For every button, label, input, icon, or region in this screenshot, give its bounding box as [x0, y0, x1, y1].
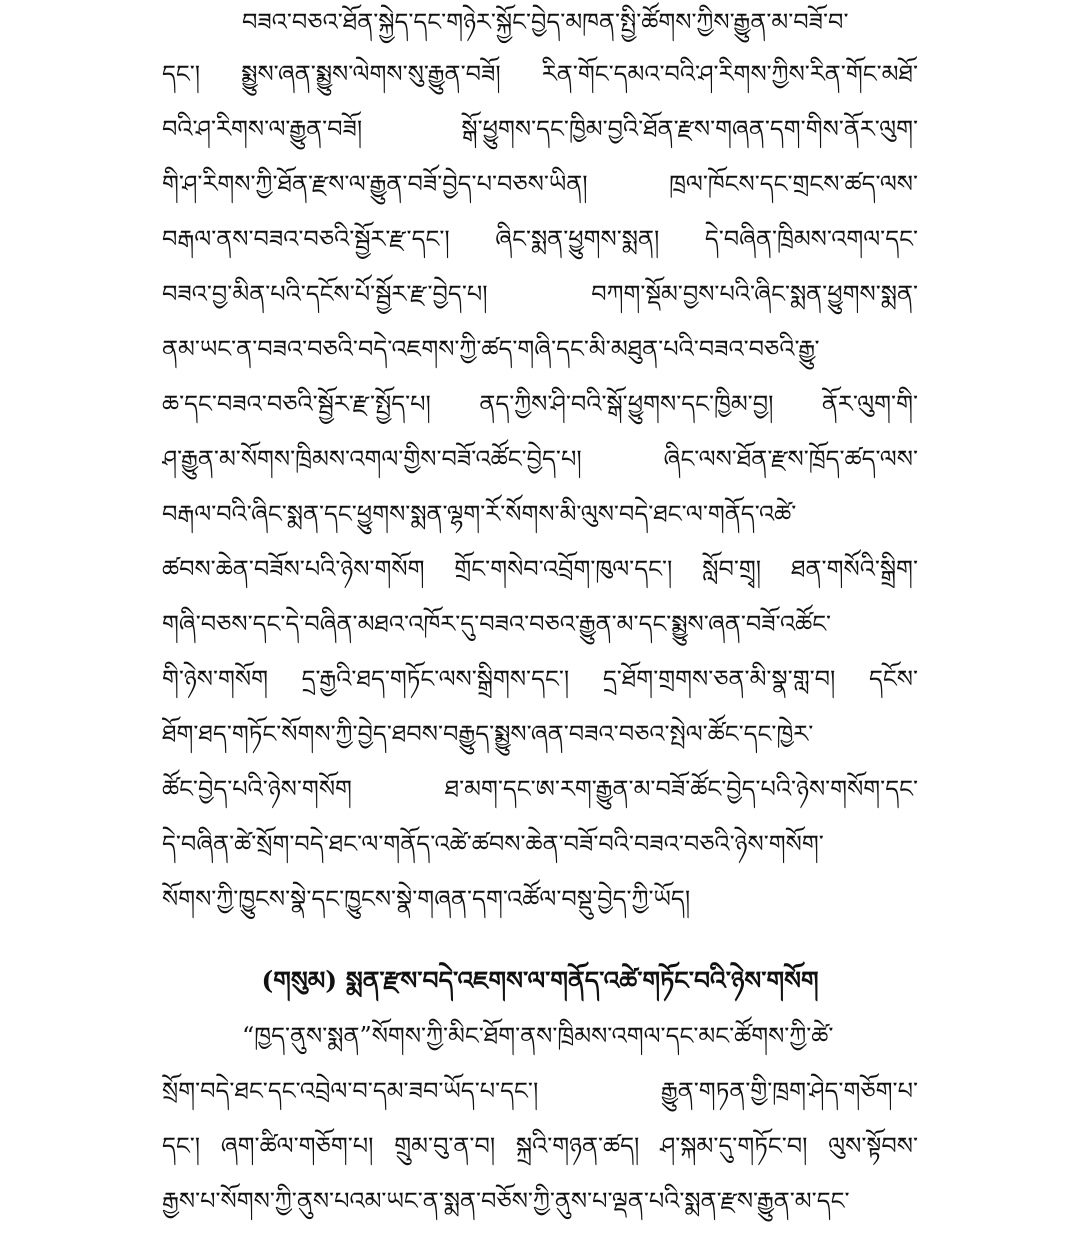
- paragraph-2-line-4: རྒྱས་པ་སོགས་ཀྱི་ནུས་པའམ་ཡང་ན་སྨན་བཅོས་ཀྱི་ནུས་པ་ལྡན་པའི་སྨན་རྫས་རྒྱུན་མ་དང་: [162, 1187, 850, 1215]
- paragraph-1-line-10: བརྒལ་བའི་ཞིང་སྨན་དང་ཕྱུགས་སྨན་ལྷག་རོ་སོགས་མི་ལུས་བདེ་ཐང་ལ་གནོད་འཚེ་: [162, 500, 797, 528]
- paragraph-1-line-8: ཆ་དང་བཟའ་བཅའི་སྦྱོར་རྫ་སྤྱོད་པ། ནད་ཀྱིས་ཤི་བའི་སྒོ་ཕྱུགས་དང་ཁྱིམ་བྱ། ནོར་ལུག་གི་: [162, 390, 918, 418]
- paragraph-1-line-1: བཟའ་བཅའ་ཐོན་སྐྱེད་དང་གཉེར་སྐྱོང་བྱེད་མཁན་སྤྱི་ཚོགས་ཀྱིས་རྒྱུན་མ་བཟོ་བ་: [242, 8, 849, 36]
- paragraph-1-line-15: ཚོང་བྱེད་པའི་ཉེས་གསོག ཐ་མག་དང་ཨ་རག་རྒྱུན་མ་བཟོ་ཚོང་བྱེད་པའི་ཉེས་གསོག་དང་: [162, 775, 918, 803]
- paragraph-1-line-14: ཐོག་ཐད་གཏོང་སོགས་ཀྱི་བྱེད་ཐབས་བརྒྱུད་སྨྱུས་ཞན་བཟའ་བཅའ་སྤེལ་ཚོང་དང་ཁྱེར་: [162, 720, 814, 748]
- paragraph-1-line-9: ཤ་རྒྱུན་མ་སོགས་ཁྲིམས་འགལ་གྱིས་བཟོ་འཚོང་བྱེད་པ། ཞིང་ལས་ཐོན་རྫས་ཁྲོད་ཚད་ལས་: [162, 445, 918, 473]
- paragraph-2-line-1: “ཁྱད་ནུས་སྨན”སོགས་ཀྱི་མིང་ཐོག་ནས་ཁྲིམས་འགལ་དང་མང་ཚོགས་ཀྱི་ཚེ་: [242, 1022, 834, 1050]
- paragraph-1-line-12: གཞི་བཅས་དང་དེ་བཞིན་མཐའ་འཁོར་དུ་བཟའ་བཅའ་རྒྱུན་མ་དང་སྨྱུས་ཞན་བཟོ་འཚོང་: [162, 610, 832, 638]
- paragraph-2-line-3: དང་། ཞག་ཚིལ་གཅོག་པ། གྲུམ་བུ་ན་བ། སྐྲའི་གཉན་ཚད། ཤ་སྐམ་དུ་གཏོང་བ། ལུས་སྟོབས་: [162, 1132, 918, 1160]
- paragraph-1-line-5: བརྒལ་ནས་བཟའ་བཅའི་སྦྱོར་རྫ་དང་། ཞིང་སྨན་ཕྱུགས་སྨན། དེ་བཞིན་ཁྲིམས་འགལ་དང་: [162, 225, 918, 253]
- paragraph-1-line-17: སོགས་ཀྱི་ཁྱུངས་སྣེ་དང་ཁྱུངས་སྣེ་གཞན་དག་འཚོལ་བསྡུ་བྱེད་ཀྱི་ཡོད།: [162, 885, 691, 913]
- paragraph-2-line-2: སྲོག་བདེ་ཐང་དང་འབྲེལ་བ་དམ་ཟབ་ཡོད་པ་དང་། རྒྱུན་གཏན་གྱི་ཁྲག་ཤེད་གཅོག་པ་: [162, 1077, 918, 1105]
- paragraph-1-line-11: ཚབས་ཆེན་བཟོས་པའི་ཉེས་གསོག གྲོང་གསེབ་འབྲོག་ཁུལ་དང་། སློབ་གྲྭ། ཐན་གསོའི་སྒྲིག་: [162, 555, 918, 583]
- paragraph-1-line-2: དང་། སྨྱུས་ཞན་སྨྱུས་ལེགས་སུ་རྒྱུན་བཟོ། རིན་གོང་དམའ་བའི་ཤ་རིགས་ཀྱིས་རིན་གོང་མཐོ་: [162, 60, 918, 88]
- paragraph-1-line-7: ནམ་ཡང་ན་བཟའ་བཅའི་བདེ་འཇགས་ཀྱི་ཚད་གཞི་དང་མི་མཐུན་པའི་བཟའ་བཅའི་རྒྱུ་: [162, 335, 820, 363]
- paragraph-1-line-3: བའི་ཤ་རིགས་ལ་རྒྱུན་བཟོ། སྒོ་ཕྱུགས་དང་ཁྱིམ་བྱའི་ཐོན་རྫས་གཞན་དག་གིས་ནོར་ལུག་: [162, 115, 918, 143]
- paragraph-1-line-6: བཟའ་བྱ་མིན་པའི་དངོས་པོ་སྦྱོར་རྫ་བྱེད་པ། བཀག་སྡོམ་བྱས་པའི་ཞིང་སྨན་ཕྱུགས་སྨན་: [162, 280, 918, 308]
- paragraph-1-line-16: དེ་བཞིན་ཚེ་སྲོག་བདེ་ཐང་ལ་གནོད་འཚེ་ཚབས་ཆེན་བཟོ་བའི་བཟའ་བཅའི་ཉེས་གསོག་: [162, 830, 824, 858]
- paragraph-1-line-13: གི་ཉེས་གསོག དྲ་རྒྱའི་ཐད་གཏོང་ལས་སྒྲིགས་དང་། དྲ་ཐོག་གྲགས་ཅན་མི་སྣ་གླ་བ། དངོས་: [162, 665, 918, 693]
- section-heading: (གསུམ) སྨན་རྫས་བདེ་འཇགས་ལ་གནོད་འཚེ་གཏོང་བའི་ཉེས་གསོག: [261, 966, 819, 995]
- paragraph-1-line-4: གི་ཤ་རིགས་ཀྱི་ཐོན་རྫས་ལ་རྒྱུན་བཟོ་བྱེད་པ་བཅས་ཡིན། ཁྲལ་ཁོངས་དང་གྲངས་ཚད་ལས་: [162, 170, 918, 198]
